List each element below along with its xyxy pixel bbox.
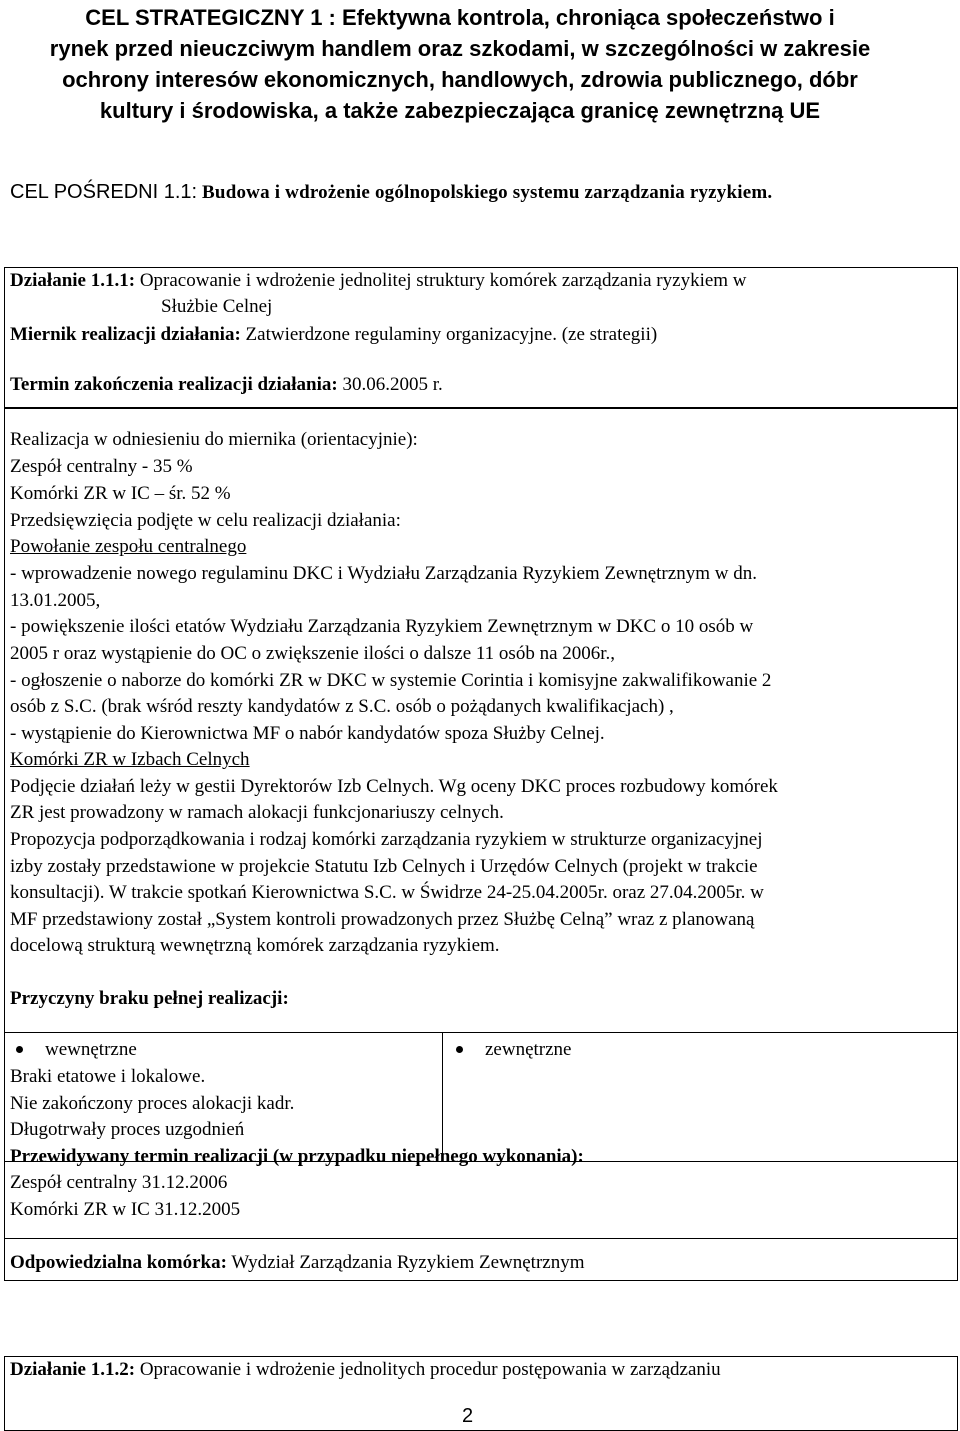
ic-header: Komórki ZR w Izbach Celnych <box>10 749 250 770</box>
central-team-line: 13.01.2005, <box>10 590 101 611</box>
planned-header: Przewidywany termin realizacji (w przypadku niepełnego wykonania): <box>10 1146 584 1167</box>
central-team-header: Powołanie zespołu centralnego <box>10 536 247 557</box>
action2-label: Działanie 1.1.2: <box>10 1359 136 1380</box>
bullet-icon <box>16 1046 23 1053</box>
measure-label: Miernik realizacji działania: <box>10 324 241 345</box>
planned-line: Zespół centralny 31.12.2006 <box>10 1172 228 1193</box>
realization-line: Komórki ZR w IC – śr. 52 % <box>10 483 231 504</box>
ic-line: Podjęcie działań leży w gestii Dyrektorów Izb Celnych. Wg oceny DKC proces rozbudowy komórek <box>10 776 778 797</box>
realization-line: Zespół centralny - 35 % <box>10 456 193 477</box>
central-team-line: - ogłoszenie o naborze do komórki ZR w DKC w systemie Corintia i komisyjne zakwalifikowanie 2 <box>10 670 772 691</box>
action-label: Działanie 1.1.1: <box>10 270 136 291</box>
responsible-label: Odpowiedzialna komórka: <box>10 1252 227 1273</box>
external-label: zewnętrzne <box>485 1039 572 1060</box>
ic-line: MF przedstawiony został „System kontroli prowadzonych przez Służbę Celną” wraz z planowaną <box>10 909 755 930</box>
central-team-line: - wprowadzenie nowego regulaminu DKC i Wydziału Zarządzania Ryzykiem Zewnętrznym w dn. <box>10 563 757 584</box>
title-line: kultury i środowiska, a także zabezpieczająca granicę zewnętrzną UE <box>99 98 821 123</box>
measure-line <box>10 322 657 348</box>
external-reasons-bullet <box>450 1037 572 1063</box>
ic-line: Propozycja podporządkowania i rodzaj komórki zarządzania ryzykiem w strukturze organizacyjnej <box>10 829 763 850</box>
action2-title <box>10 1357 721 1383</box>
measure-text: Zatwierdzone regulaminy organizacyjne. (ze strategii) <box>240 324 658 345</box>
title-line: ochrony interesów ekonomicznych, handlowych, zdrowia publicznego, dóbr <box>62 67 858 92</box>
responsible-line <box>10 1250 584 1276</box>
intermediate-goal <box>10 181 772 204</box>
central-team-line: osób z S.C. (brak wśród reszty kandydatów z S.C. osób o pożądanych kwalifikacjach) , <box>10 696 674 717</box>
internal-reason: Braki etatowe i lokalowe. <box>10 1066 206 1087</box>
internal-label: wewnętrzne <box>45 1039 137 1060</box>
bullet-icon <box>456 1046 463 1053</box>
deadline-text: 30.06.2005 r. <box>337 374 443 395</box>
reasons-header: Przyczyny braku pełnej realizacji: <box>10 988 289 1009</box>
action-text-cont: Służbie Celnej <box>161 296 273 317</box>
internal-reason: Nie zakończony proces alokacji kadr. <box>10 1093 295 1114</box>
strategic-goal-title <box>10 2 910 126</box>
intermediate-goal-label: CEL POŚREDNI 1.1: <box>10 181 198 203</box>
ic-line: konsultacji). W trakcie spotkań Kierownictwa S.C. w Świdrze 24-25.04.2005r. oraz 27.04.2005r. w <box>10 882 764 903</box>
central-team-line: 2005 r oraz wystąpienie do OC o zwiększenie ilości o dalsze 11 osób na 2006r., <box>10 643 616 664</box>
deadline-label: Termin zakończenia realizacji działania: <box>10 374 338 395</box>
responsible-divider <box>4 1238 958 1239</box>
ic-line: docelową strukturą wewnętrzną komórek zarządzania ryzykiem. <box>10 935 500 956</box>
planned-line: Komórki ZR w IC 31.12.2005 <box>10 1199 241 1220</box>
intermediate-goal-text: Budowa i wdrożenie ogólnopolskiego systemu zarządzania ryzykiem. <box>197 182 773 203</box>
action2-text: Opracowanie i wdrożenie jednolitych procedur postępowania w zarządzaniu <box>135 1359 721 1380</box>
internal-reason: Długotrwały proces uzgodnień <box>10 1119 245 1140</box>
action-text: Opracowanie i wdrożenie jednolitej struktury komórek zarządzania ryzykiem w <box>135 270 747 291</box>
central-team-line: - powiększenie ilości etatów Wydziału Zarządzania Ryzykiem Zewnętrznym w DKC o 10 osób w <box>10 616 754 637</box>
internal-reasons-bullet <box>10 1037 137 1063</box>
responsible-text: Wydział Zarządzania Ryzykiem Zewnętrznym <box>226 1252 585 1273</box>
realization-header: Realizacja w odniesieniu do miernika (orientacyjnie): <box>10 429 418 450</box>
central-team-line: - wystąpienie do Kierownictwa MF o nabór kandydatów spoza Służby Celnej. <box>10 723 605 744</box>
title-line: CEL STRATEGICZNY 1 : Efektywna kontrola, chroniąca społeczeństwo i <box>85 5 835 30</box>
undertakings-header: Przedsięwzięcia podjęte w celu realizacji działania: <box>10 510 401 531</box>
action-title <box>10 268 747 294</box>
ic-line: izby zostały przedstawione w projekcie Statutu Izb Celnych i Urzędów Celnych (projekt w trakcie <box>10 856 758 877</box>
reasons-column-divider <box>442 1032 443 1162</box>
ic-line: ZR jest prowadzony w ramach alokacji funkcjonariuszy celnych. <box>10 802 504 823</box>
page-number: 2 <box>462 1405 474 1427</box>
title-line: rynek przed nieuczciwym handlem oraz szkodami, w szczególności w zakresie <box>49 36 871 61</box>
deadline-line <box>10 372 443 398</box>
